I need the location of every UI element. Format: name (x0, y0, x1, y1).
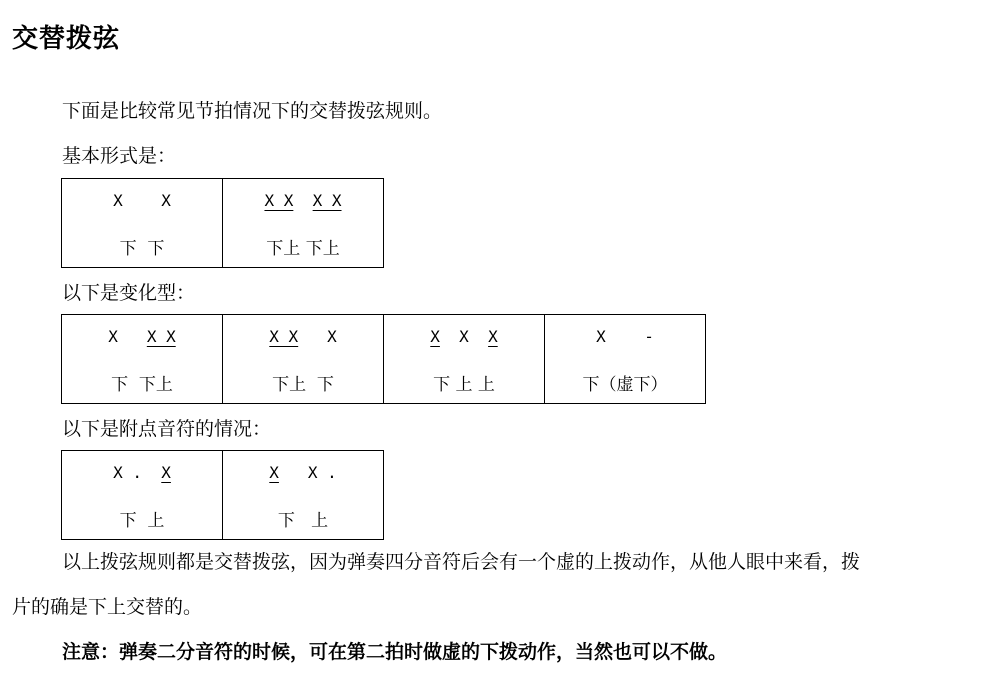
notation: X X X (430, 327, 498, 346)
stroke-direction: 下 上 (277, 511, 329, 531)
notation: X X X (269, 327, 337, 346)
basic-form-table (61, 178, 384, 268)
notation: X - (596, 327, 654, 346)
variant-cell-4 (545, 315, 706, 404)
variant-cell-3 (384, 315, 545, 404)
conclusion-text-line-2: 片的确是下上交替的。 (12, 596, 203, 618)
variant-cell-2 (223, 315, 384, 404)
basic-form-label: 基本形式是： (62, 145, 177, 167)
stroke-direction: 下上 下 (272, 375, 334, 395)
notation: X X . (269, 463, 337, 482)
dotted-cell-2 (223, 451, 384, 540)
basic-cell-1 (62, 179, 223, 268)
notation: X X (113, 191, 171, 210)
variant-label: 以下是变化型： (62, 282, 196, 304)
variant-cell-1 (62, 315, 223, 404)
stroke-direction: 下 下 (119, 239, 165, 259)
note-text: 注意：弹奏二分音符的时候，可在第二拍时做虚的下拨动作，当然也可以不做。 (62, 641, 728, 663)
notation: X . X (113, 463, 171, 482)
basic-cell-2 (223, 179, 384, 268)
stroke-direction: 下 下上 (111, 375, 173, 395)
notation: X X X X (264, 191, 342, 210)
page-title: 交替拨弦 (12, 24, 121, 54)
dotted-note-table (61, 450, 384, 540)
stroke-direction: 下上 下上 (266, 239, 340, 259)
dotted-note-label: 以下是附点音符的情况： (62, 418, 272, 440)
stroke-direction: 下（虚下） (582, 375, 668, 395)
conclusion-text-line-1: 以上拨弦规则都是交替拨弦，因为弹奏四分音符后会有一个虚的上拨动作，从他人眼中来看，拨 (62, 551, 861, 573)
intro-text: 下面是比较常见节拍情况下的交替拨弦规则。 (62, 100, 443, 122)
stroke-direction: 下 上 (119, 511, 165, 531)
variant-table (61, 314, 706, 404)
dotted-cell-1 (62, 451, 223, 540)
notation: X X X (108, 327, 176, 346)
stroke-direction: 下 上 上 (433, 375, 495, 395)
